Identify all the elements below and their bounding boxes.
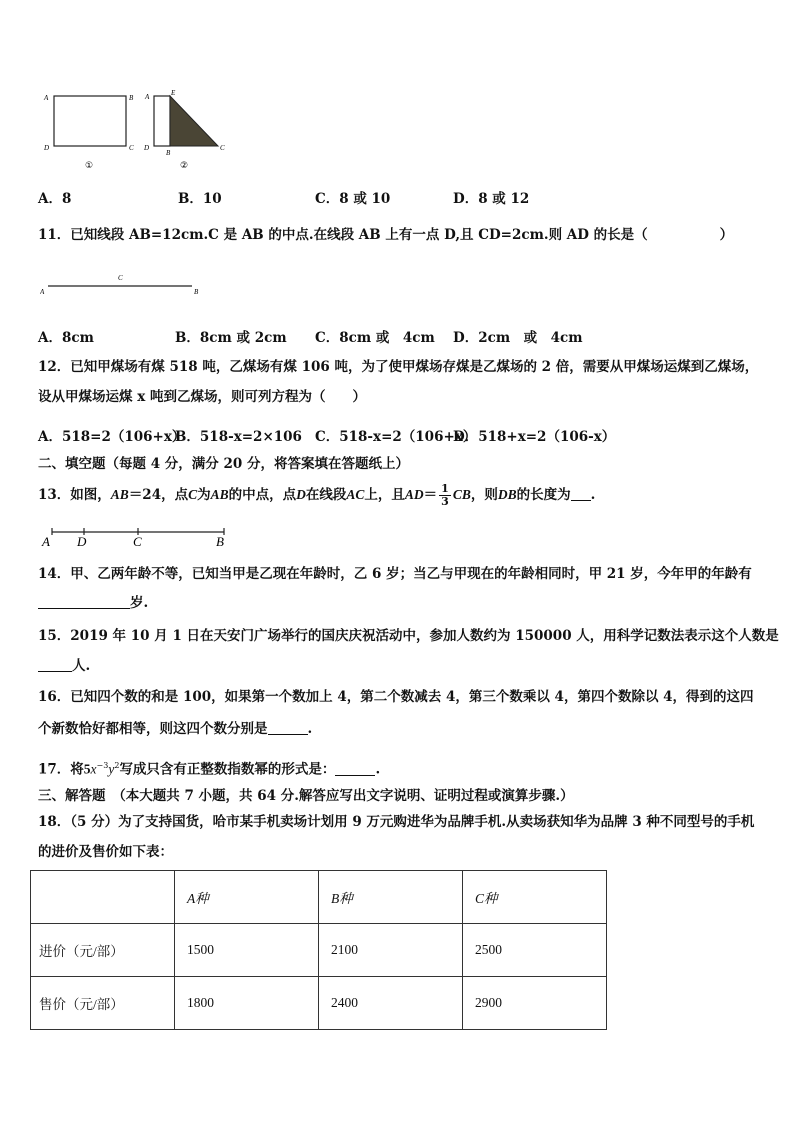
q13-part: 13．如图，	[38, 487, 111, 503]
table-cell: 2900	[463, 977, 607, 1030]
q13-var-ab: AB	[110, 487, 129, 502]
q13-var-d: D	[296, 487, 306, 502]
q15-answer-blank	[38, 657, 72, 672]
q13-part: 的中点，点	[228, 487, 297, 503]
q12-option-a: A．518=2（106+x）	[38, 429, 186, 445]
q13-label-b: B	[216, 534, 224, 549]
q12-line1: 12．已知甲煤场有煤 518 吨，乙煤场有煤 106 吨，为了使甲煤场存煤是乙煤场的 2 倍，需要从甲煤场运煤到乙煤场，	[38, 359, 759, 375]
q15-end: 人.	[72, 658, 91, 674]
rectangle-folded	[154, 96, 170, 146]
q13-text	[38, 482, 595, 508]
table-header-cell	[31, 871, 175, 924]
q11-option-a: A．8cm	[38, 330, 94, 346]
q12-line2: 设从甲煤场运煤 x 吨到乙煤场，则可列方程为（ ）	[38, 389, 366, 405]
fig2-caption: ②	[180, 161, 189, 171]
price-table	[30, 870, 607, 1030]
q10-option-b: B．10	[178, 191, 222, 207]
q11-close: ）	[719, 227, 734, 243]
q16-line2	[38, 720, 312, 738]
q15-line1: 15．2019 年 10 月 1 日在天安门广场举行的国庆庆祝活动中，参加人数约为 150000 人，用科学记数法表示这个人数是	[38, 628, 779, 644]
q11-option-b: B．8cm 或 2cm	[175, 330, 287, 346]
q17-part: 写成只含有正整数指数幂的形式是：	[119, 761, 336, 778]
q13-part: 为	[197, 487, 211, 503]
section-2-heading: 二、填空题（每题 4 分，满分 20 分，将答案填在答题纸上）	[38, 456, 409, 472]
q13-label-a: A	[42, 534, 50, 549]
q17-exp-x: −3	[96, 761, 109, 770]
table-cell: 1800	[175, 977, 319, 1030]
q18-line2: 的进价及售价如下表：	[38, 844, 173, 860]
q15-line2	[38, 657, 90, 675]
table-cell: 2100	[319, 924, 463, 977]
q16-text: 个新数恰好都相等，则这四个数分别是	[38, 721, 268, 737]
table-cell: 2400	[319, 977, 463, 1030]
q11-option-c: C．8cm 或 4cm	[315, 330, 435, 346]
q13-label-d: D	[77, 534, 87, 549]
q17-answer-blank	[335, 761, 375, 776]
q13-var-c: C	[188, 487, 198, 502]
q17-end: .	[375, 761, 381, 778]
q11-line-figure	[40, 272, 210, 298]
q16-end: .	[307, 721, 313, 737]
q13-label-c: C	[133, 534, 142, 549]
fig1-label-c: C	[129, 144, 134, 152]
rectangle-abcd	[54, 96, 126, 146]
q13-part: ，则	[470, 487, 498, 503]
table-header-cell: B种	[319, 871, 463, 924]
q10-option-c: C．8 或 10	[315, 191, 391, 207]
q13-part: 在线段	[305, 487, 347, 503]
fig2-label-e: E	[171, 89, 176, 97]
q14-line1: 14．甲、乙两年龄不等，已知当甲是乙现在年龄时，乙 6 岁；当乙与甲现在的年龄相同时，甲 21 岁，今年甲的年龄有	[38, 566, 752, 582]
q13-var-cb: CB	[452, 487, 471, 502]
q11-label-c: C	[118, 274, 123, 282]
q12-option-d: D．518+x=2（106-x）	[453, 429, 616, 445]
q17-coef: 5	[83, 761, 91, 777]
table-row	[31, 924, 607, 977]
fig1-label-a: A	[44, 94, 49, 102]
q13-part: ＝	[423, 487, 438, 503]
fig1-caption: ①	[85, 161, 94, 171]
q13-var-db: DB	[497, 487, 517, 502]
q10-option-a: A．8	[38, 191, 72, 207]
q18-line1: 18．（5 分）为了支持国货，哈市某手机卖场计划用 9 万元购进华为品牌手机.从卖场获知华为品牌 3 种不同型号的手机	[38, 814, 755, 830]
fraction-one-third: $\frac{1}{3}$	[441, 482, 449, 508]
fig2-label-b: B	[166, 149, 171, 157]
q14-answer-blank	[38, 594, 130, 609]
q17-text	[38, 757, 380, 779]
fig1-label-d: D	[44, 144, 50, 152]
q13-var-ab: AB	[210, 487, 229, 502]
fig1-label-b: B	[129, 94, 134, 102]
fig2-label-c: C	[220, 144, 225, 152]
table-row-label: 售价（元/部）	[31, 977, 175, 1030]
q10-option-d: D．8 或 12	[453, 191, 530, 207]
q11-text	[38, 226, 733, 244]
q14-end: 岁.	[130, 595, 149, 611]
q13-part: ＝24，点	[128, 487, 189, 503]
q14-line2	[38, 594, 148, 612]
q11-option-d: D．2cm 或 4cm	[453, 330, 583, 346]
q10-figures	[40, 86, 240, 176]
q13-part: 上，且	[364, 487, 405, 503]
section-3-heading: 三、解答题 （本大题共 7 小题，共 64 分.解答应写出文字说明、证明过程或演算步骤.）	[38, 788, 574, 804]
q17-exp-y: 2	[114, 761, 120, 770]
q12-option-b: B．518-x=2×106	[175, 429, 302, 445]
q13-part: 的长度为	[516, 487, 571, 503]
table-cell: 1500	[175, 924, 319, 977]
q16-line1: 16．已知四个数的和是 100，如果第一个数加上 4，第二个数减去 4，第三个数乘以 4，第四个数除以 4，得到的这四	[38, 689, 754, 705]
fig2-label-a: A	[145, 93, 150, 101]
q12-option-c: C．518-x=2（106+x）	[315, 429, 477, 445]
q17-var-x: x	[90, 761, 97, 777]
shaded-triangle	[170, 96, 218, 146]
table-header-row	[31, 871, 607, 924]
table-row-label: 进价（元/部）	[31, 924, 175, 977]
table-row	[31, 977, 607, 1030]
q17-part: 17．将	[38, 761, 84, 778]
q17-var-y: y	[108, 761, 115, 777]
q13-end: .	[590, 487, 596, 503]
q13-line-figure	[40, 526, 240, 550]
q11-label-b: B	[194, 288, 199, 296]
q11-label-a: A	[40, 288, 45, 296]
table-header-cell: C种	[463, 871, 607, 924]
q13-var-ac: AC	[346, 487, 365, 502]
q13-answer-blank	[571, 486, 591, 501]
fig2-label-d: D	[144, 144, 150, 152]
table-header-cell: A种	[175, 871, 319, 924]
q16-answer-blank	[268, 720, 308, 735]
q13-var-ad: AD	[404, 487, 424, 502]
table-cell: 2500	[463, 924, 607, 977]
q11-stem: 11．已知线段 AB=12cm.C 是 AB 的中点.在线段 AB 上有一点 D,且 CD=2cm.则 AD 的长是（	[38, 227, 648, 243]
